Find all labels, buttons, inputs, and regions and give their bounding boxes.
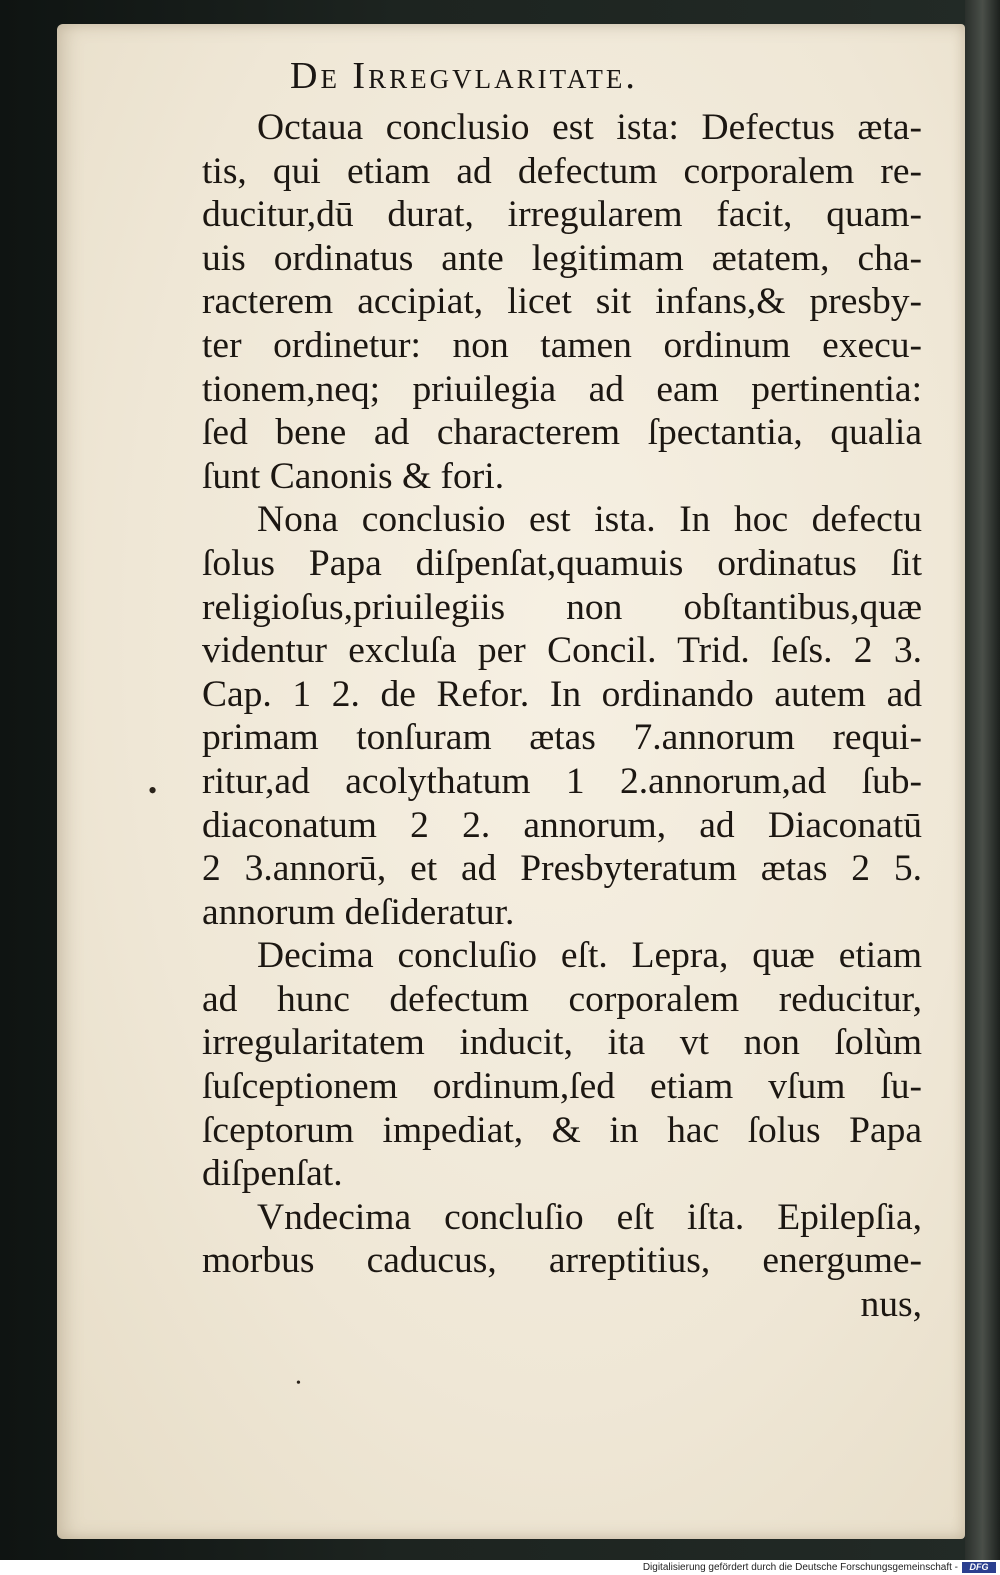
paragraph-vndecima — [202, 1196, 922, 1283]
margin-speck: • — [148, 776, 158, 805]
body-text — [202, 106, 922, 1327]
text-line: Nona conclusio est ista. In hoc defectu — [257, 499, 922, 541]
paragraph-nona — [202, 498, 922, 934]
text-line: religioſus,priuilegiis non obſtantibus,quæ — [202, 586, 922, 628]
text-line: Cap. 1 2. de Refor. In ordinando autem ad — [202, 673, 922, 715]
text-line: ſunt Canonis & fori. — [202, 455, 505, 497]
text-line: ſolus Papa diſpenſat,quamuis ordinatus ſit — [202, 542, 922, 584]
text-line: ſed bene ad characterem ſpectantia, qualia — [202, 412, 922, 454]
dfg-logo: DFG — [962, 1562, 996, 1573]
text-line: Octaua conclusio est ista: Defectus ætа- — [257, 107, 922, 148]
text-line: diaconatum 2 2. annorum, ad Diaconatū — [202, 804, 922, 846]
text-line: ritur,ad acolythatum 1 2.annorum,ad ſub- — [202, 760, 922, 802]
text-line: ſuſceptionem ordinum,ſed etiam vſum ſu- — [202, 1066, 922, 1108]
paragraph-octaua — [202, 106, 922, 498]
footer-credit: Digitalisierung gefördert durch die Deutsche Forschungsgemeinschaft - — [642, 1562, 958, 1573]
text-line: tionem,neq; priuilegia ad eam pertinentia: — [202, 368, 922, 410]
book-edge — [965, 0, 1000, 1560]
text-line: Vndecima concluſio eſt iſta. Epilepſia, — [257, 1196, 922, 1238]
text-line: ducitur,dū durat, irregularem facit, quam- — [202, 194, 922, 236]
page-speck: • — [296, 1376, 301, 1391]
catchword: nus, — [860, 1284, 922, 1326]
text-line: Decima concluſio eſt. Lepra, quæ etiam — [257, 935, 922, 977]
text-line: morbus caducus, arreptitius, energume- — [202, 1240, 922, 1282]
text-line: diſpenſat. — [202, 1153, 343, 1195]
text-line: uis ordinatus ante legitimam ætatem, cha- — [202, 237, 922, 279]
digitization-footer — [0, 1560, 1000, 1575]
running-head: De Irregvlaritate. — [290, 55, 638, 97]
text-line: ad hunc defectum corporalem reducitur, — [202, 978, 922, 1020]
text-line: ſceptorum impediat, & in hac ſolus Papa — [202, 1109, 922, 1151]
text-line: videntur excluſa per Concil. Trid. ſeſs. 2 3. — [202, 630, 922, 672]
text-line: 2 3.annorū, et ad Presbyteratum ætas 2 5. — [202, 848, 922, 890]
text-line: annorum deſideratur. — [202, 891, 515, 933]
text-line: tis, qui etiam ad defectum corporalem re- — [202, 150, 922, 192]
text-line: irregularitatem inducit, ita vt non ſolùm — [202, 1022, 922, 1064]
paragraph-decima — [202, 934, 922, 1196]
text-line: racterem accipiat, licet sit infans,& presby- — [202, 281, 922, 323]
text-line: primam tonſuram ætas 7.annorum requi- — [202, 717, 922, 759]
text-line: ter ordinetur: non tamen ordinum execu- — [202, 324, 922, 366]
